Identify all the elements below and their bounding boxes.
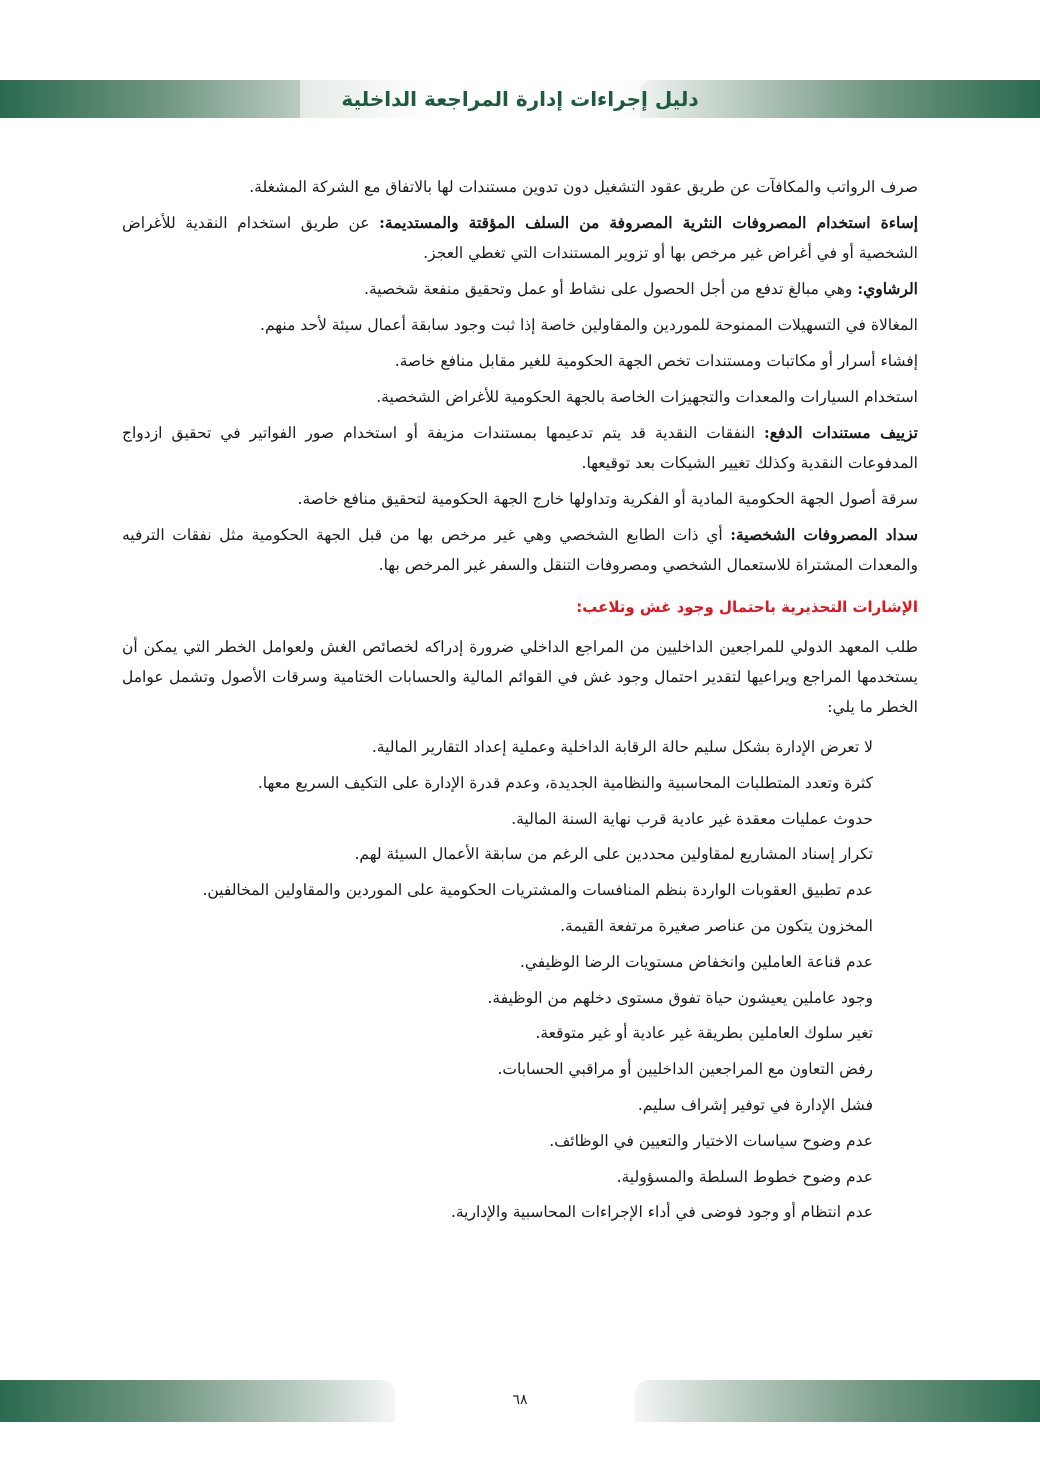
risk-factor-item: المخزون يتكون من عناصر صغيرة مرتفعة القيمة. (560, 916, 873, 935)
paragraph (122, 172, 918, 202)
risk-factor-item: كثرة وتعدد المتطلبات المحاسبية والنظامية الجديدة، وعدم قدرة الإدارة على التكيف السريع معها. (257, 773, 873, 792)
paragraph-text: صرف الرواتب والمكافآت عن طريق عقود التشغيل دون تدوين مستندات لها بالاتفاق مع الشركة المشغلة. (249, 178, 918, 196)
risk-factor-item: وجود عاملين يعيشون حياة تفوق مستوى دخلهم من الوظيفة. (487, 988, 873, 1007)
risk-factor-item: فشل الإدارة في توفير إشراف سليم. (637, 1095, 873, 1114)
paragraph-bold-lead: إساءة استخدام المصروفات النثرية المصروفة من السلف المؤقتة والمستديمة: (379, 213, 918, 232)
paragraph-text: استخدام السيارات والمعدات والتجهيزات الخاصة بالجهة الحكومية للأغراض الشخصية. (376, 388, 918, 406)
paragraph-bold-lead: سداد المصروفات الشخصية: (730, 525, 918, 544)
paragraph (122, 520, 918, 580)
warning-section-heading: الإشارات التحذيرية باحتمال وجود غش وتلاعب: (576, 598, 918, 616)
paragraph (122, 418, 918, 478)
risk-factor-item: عدم انتظام أو وجود فوضى في أداء الإجراءات المحاسبية والإدارية. (450, 1203, 873, 1222)
paragraph (122, 484, 918, 514)
paragraph (122, 274, 918, 304)
warning-intro-paragraph: طلب المعهد الدولي للمراجعين الداخليين من المراجع الداخلي ضرورة إدراكه لخصائص الغش ولعوامل الخطر التي يمكن أن يستخدمها المراجع ويراعيها لتقدير احتمال وجود غش في القوائم المالية والحسابات الختامية وسرقات الأصول وتشمل عوامل الخطر ما يلي: (122, 638, 918, 716)
risk-factor-item: عدم قناعة العاملين وانخفاض مستويات الرضا الوظيفي. (519, 952, 873, 971)
page-number: ٦٨ (512, 1392, 528, 1408)
paragraph-text: إفشاء أسرار أو مكاتبات ومستندات تخص الجهة الحكومية للغير مقابل منافع خاصة. (394, 352, 918, 370)
page-content (122, 172, 918, 1233)
risk-factor-item: عدم وضوح خطوط السلطة والمسؤولية. (616, 1167, 873, 1186)
risk-factor-item: عدم تطبيق العقوبات الواردة بنظم المنافسات والمشتريات الحكومية على الموردين والمقاولين المخالفين. (202, 881, 873, 900)
paragraph-text: سرقة أصول الجهة الحكومية المادية أو الفكرية وتداولها خارج الجهة الحكومية لتحقيق منافع خاصة. (297, 490, 918, 508)
paragraph-text: المغالاة في التسهيلات الممنوحة للموردين والمقاولين خاصة إذا ثبت وجود سابقة أعمال سيئة لأحد منهم. (260, 316, 918, 334)
paragraph (122, 346, 918, 376)
paragraph-text: أي ذات الطابع الشخصي وهي غير مرخص بها من قبل الجهة الحكومية مثل نفقات الترفيه والمعدات المشتراة للاستعمال الشخصي ومصروفات التنقل والسفر غير المرخص بها. (122, 526, 918, 574)
paragraph-text: وهي مبالغ تدفع من أجل الحصول على نشاط أو عمل وتحقيق منفعة شخصية. (364, 280, 858, 298)
paragraph-bold-lead: الرشاوي: (857, 279, 918, 298)
risk-factor-item: عدم وضوح سياسات الاختيار والتعيين في الوظائف. (549, 1131, 873, 1150)
risk-factors-list (122, 732, 918, 1228)
risk-factor-item: لا تعرض الإدارة بشكل سليم حالة الرقابة الداخلية وعملية إعداد التقارير المالية. (371, 738, 873, 756)
risk-factor-item: تكرار إسناد المشاريع لمقاولين محددين على الرغم من سابقة الأعمال السيئة لهم. (354, 845, 873, 864)
paragraph-text: عن طريق استخدام النقدية للأغراض الشخصية أو في أغراض غير مرخص بها أو تزوير المستندات التي تغطي العجز. (122, 214, 918, 262)
risk-factor-item: رفض التعاون مع المراجعين الداخليين أو مراقبي الحسابات. (497, 1060, 873, 1079)
paragraph (122, 310, 918, 340)
paragraph (122, 208, 918, 268)
risk-factor-item: حدوث عمليات معقدة غير عادية قرب نهاية السنة المالية. (511, 809, 873, 828)
paragraph-text: النفقات النقدية قد يتم تدعيمها بمستندات مزيفة أو استخدام صور الفواتير في تحقيق ازدواج المدفوعات النقدية وكذلك تغيير الشيكات بعد توقيعها. (122, 424, 918, 472)
paragraph (122, 382, 918, 412)
risk-factor-item: تغير سلوك العاملين بطريقة غير عادية أو غير متوقعة. (535, 1024, 873, 1043)
paragraph-bold-lead: تزييف مستندات الدفع: (764, 423, 918, 442)
page-header-title: دليل إجراءات إدارة المراجعة الداخلية (341, 87, 699, 111)
